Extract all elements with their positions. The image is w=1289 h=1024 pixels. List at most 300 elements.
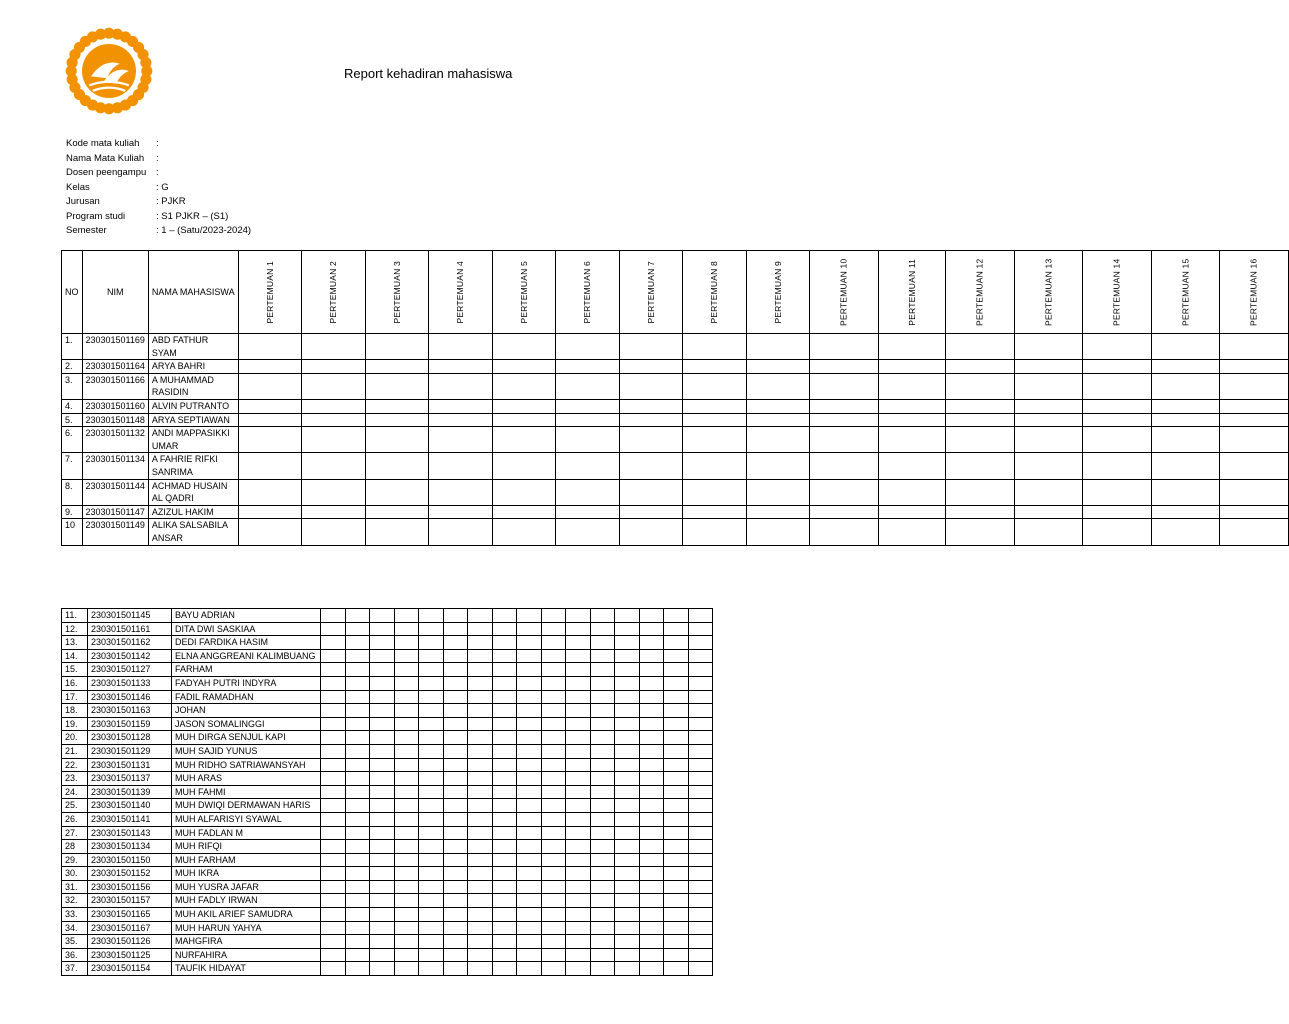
attendance-cell[interactable] — [683, 505, 747, 519]
attendance-cell[interactable] — [615, 799, 640, 813]
attendance-cell[interactable] — [443, 663, 468, 677]
attendance-cell[interactable] — [517, 921, 542, 935]
attendance-cell[interactable] — [1220, 360, 1288, 374]
attendance-cell[interactable] — [302, 360, 366, 374]
attendance-cell[interactable] — [664, 853, 689, 867]
attendance-cell[interactable] — [321, 867, 346, 881]
attendance-cell[interactable] — [615, 663, 640, 677]
attendance-cell[interactable] — [1014, 334, 1082, 360]
attendance-cell[interactable] — [688, 948, 713, 962]
attendance-cell[interactable] — [419, 636, 444, 650]
attendance-cell[interactable] — [429, 399, 493, 413]
attendance-cell[interactable] — [492, 663, 517, 677]
attendance-cell[interactable] — [419, 609, 444, 623]
attendance-cell[interactable] — [556, 334, 620, 360]
attendance-cell[interactable] — [810, 505, 878, 519]
attendance-cell[interactable] — [492, 948, 517, 962]
attendance-cell[interactable] — [688, 785, 713, 799]
attendance-cell[interactable] — [688, 867, 713, 881]
attendance-cell[interactable] — [394, 867, 419, 881]
attendance-cell[interactable] — [746, 373, 810, 399]
attendance-cell[interactable] — [746, 505, 810, 519]
attendance-cell[interactable] — [664, 663, 689, 677]
attendance-cell[interactable] — [365, 479, 429, 505]
attendance-cell[interactable] — [443, 758, 468, 772]
attendance-cell[interactable] — [541, 840, 566, 854]
attendance-cell[interactable] — [683, 453, 747, 479]
attendance-cell[interactable] — [683, 360, 747, 374]
attendance-cell[interactable] — [590, 935, 615, 949]
attendance-cell[interactable] — [443, 609, 468, 623]
attendance-cell[interactable] — [419, 853, 444, 867]
attendance-cell[interactable] — [664, 758, 689, 772]
attendance-cell[interactable] — [468, 935, 493, 949]
attendance-cell[interactable] — [492, 812, 517, 826]
attendance-cell[interactable] — [429, 427, 493, 453]
attendance-cell[interactable] — [443, 921, 468, 935]
attendance-cell[interactable] — [394, 649, 419, 663]
attendance-cell[interactable] — [683, 399, 747, 413]
attendance-cell[interactable] — [619, 334, 683, 360]
attendance-cell[interactable] — [394, 690, 419, 704]
attendance-cell[interactable] — [556, 505, 620, 519]
attendance-cell[interactable] — [394, 935, 419, 949]
attendance-cell[interactable] — [419, 867, 444, 881]
attendance-cell[interactable] — [429, 519, 493, 545]
attendance-cell[interactable] — [878, 399, 946, 413]
attendance-cell[interactable] — [238, 373, 302, 399]
attendance-cell[interactable] — [345, 704, 370, 718]
attendance-cell[interactable] — [541, 812, 566, 826]
attendance-cell[interactable] — [394, 704, 419, 718]
attendance-cell[interactable] — [590, 867, 615, 881]
attendance-cell[interactable] — [365, 334, 429, 360]
attendance-cell[interactable] — [238, 453, 302, 479]
attendance-cell[interactable] — [664, 948, 689, 962]
attendance-cell[interactable] — [419, 799, 444, 813]
attendance-cell[interactable] — [615, 826, 640, 840]
attendance-cell[interactable] — [566, 785, 591, 799]
attendance-cell[interactable] — [683, 519, 747, 545]
attendance-cell[interactable] — [566, 812, 591, 826]
attendance-cell[interactable] — [541, 948, 566, 962]
attendance-cell[interactable] — [1220, 453, 1288, 479]
attendance-cell[interactable] — [664, 649, 689, 663]
attendance-cell[interactable] — [746, 399, 810, 413]
attendance-cell[interactable] — [468, 609, 493, 623]
attendance-cell[interactable] — [321, 935, 346, 949]
attendance-cell[interactable] — [541, 649, 566, 663]
attendance-cell[interactable] — [688, 772, 713, 786]
attendance-cell[interactable] — [443, 812, 468, 826]
attendance-cell[interactable] — [443, 935, 468, 949]
attendance-cell[interactable] — [639, 894, 664, 908]
attendance-cell[interactable] — [419, 935, 444, 949]
attendance-cell[interactable] — [321, 785, 346, 799]
attendance-cell[interactable] — [688, 690, 713, 704]
attendance-cell[interactable] — [566, 826, 591, 840]
attendance-cell[interactable] — [345, 772, 370, 786]
attendance-cell[interactable] — [566, 744, 591, 758]
attendance-cell[interactable] — [590, 717, 615, 731]
attendance-cell[interactable] — [566, 921, 591, 935]
attendance-cell[interactable] — [541, 744, 566, 758]
attendance-cell[interactable] — [517, 812, 542, 826]
attendance-cell[interactable] — [1083, 519, 1151, 545]
attendance-cell[interactable] — [365, 373, 429, 399]
attendance-cell[interactable] — [1014, 373, 1082, 399]
attendance-cell[interactable] — [321, 826, 346, 840]
attendance-cell[interactable] — [492, 649, 517, 663]
attendance-cell[interactable] — [590, 880, 615, 894]
attendance-cell[interactable] — [394, 622, 419, 636]
attendance-cell[interactable] — [370, 799, 395, 813]
attendance-cell[interactable] — [419, 690, 444, 704]
attendance-cell[interactable] — [321, 663, 346, 677]
attendance-cell[interactable] — [468, 962, 493, 976]
attendance-cell[interactable] — [615, 894, 640, 908]
attendance-cell[interactable] — [810, 360, 878, 374]
attendance-cell[interactable] — [321, 649, 346, 663]
attendance-cell[interactable] — [541, 622, 566, 636]
attendance-cell[interactable] — [664, 744, 689, 758]
attendance-cell[interactable] — [541, 921, 566, 935]
attendance-cell[interactable] — [639, 717, 664, 731]
attendance-cell[interactable] — [566, 799, 591, 813]
attendance-cell[interactable] — [370, 690, 395, 704]
attendance-cell[interactable] — [590, 785, 615, 799]
attendance-cell[interactable] — [370, 731, 395, 745]
attendance-cell[interactable] — [345, 935, 370, 949]
attendance-cell[interactable] — [394, 744, 419, 758]
attendance-cell[interactable] — [688, 921, 713, 935]
attendance-cell[interactable] — [590, 840, 615, 854]
attendance-cell[interactable] — [1083, 505, 1151, 519]
attendance-cell[interactable] — [492, 427, 556, 453]
attendance-cell[interactable] — [345, 840, 370, 854]
attendance-cell[interactable] — [541, 758, 566, 772]
attendance-cell[interactable] — [370, 622, 395, 636]
attendance-cell[interactable] — [639, 880, 664, 894]
attendance-cell[interactable] — [688, 812, 713, 826]
attendance-cell[interactable] — [810, 373, 878, 399]
attendance-cell[interactable] — [492, 704, 517, 718]
attendance-cell[interactable] — [541, 799, 566, 813]
attendance-cell[interactable] — [419, 663, 444, 677]
attendance-cell[interactable] — [590, 799, 615, 813]
attendance-cell[interactable] — [370, 744, 395, 758]
attendance-cell[interactable] — [590, 962, 615, 976]
attendance-cell[interactable] — [321, 704, 346, 718]
attendance-cell[interactable] — [1083, 413, 1151, 427]
attendance-cell[interactable] — [878, 505, 946, 519]
attendance-cell[interactable] — [566, 731, 591, 745]
attendance-cell[interactable] — [394, 962, 419, 976]
attendance-cell[interactable] — [639, 772, 664, 786]
attendance-cell[interactable] — [429, 373, 493, 399]
attendance-cell[interactable] — [517, 731, 542, 745]
attendance-cell[interactable] — [664, 894, 689, 908]
attendance-cell[interactable] — [878, 453, 946, 479]
attendance-cell[interactable] — [517, 935, 542, 949]
attendance-cell[interactable] — [619, 427, 683, 453]
attendance-cell[interactable] — [419, 921, 444, 935]
attendance-cell[interactable] — [1014, 519, 1082, 545]
attendance-cell[interactable] — [615, 758, 640, 772]
attendance-cell[interactable] — [639, 853, 664, 867]
attendance-cell[interactable] — [1151, 360, 1219, 374]
attendance-cell[interactable] — [492, 676, 517, 690]
attendance-cell[interactable] — [492, 399, 556, 413]
attendance-cell[interactable] — [517, 880, 542, 894]
attendance-cell[interactable] — [443, 880, 468, 894]
attendance-cell[interactable] — [517, 744, 542, 758]
attendance-cell[interactable] — [468, 880, 493, 894]
attendance-cell[interactable] — [746, 334, 810, 360]
attendance-cell[interactable] — [566, 663, 591, 677]
attendance-cell[interactable] — [517, 840, 542, 854]
attendance-cell[interactable] — [443, 894, 468, 908]
attendance-cell[interactable] — [639, 636, 664, 650]
attendance-cell[interactable] — [419, 962, 444, 976]
attendance-cell[interactable] — [370, 867, 395, 881]
attendance-cell[interactable] — [683, 427, 747, 453]
attendance-cell[interactable] — [419, 704, 444, 718]
attendance-cell[interactable] — [468, 826, 493, 840]
attendance-cell[interactable] — [419, 812, 444, 826]
attendance-cell[interactable] — [492, 894, 517, 908]
attendance-cell[interactable] — [468, 744, 493, 758]
attendance-cell[interactable] — [302, 519, 366, 545]
attendance-cell[interactable] — [541, 935, 566, 949]
attendance-cell[interactable] — [1151, 479, 1219, 505]
attendance-cell[interactable] — [566, 772, 591, 786]
attendance-cell[interactable] — [302, 427, 366, 453]
attendance-cell[interactable] — [370, 636, 395, 650]
attendance-cell[interactable] — [1151, 373, 1219, 399]
attendance-cell[interactable] — [878, 413, 946, 427]
attendance-cell[interactable] — [345, 663, 370, 677]
attendance-cell[interactable] — [492, 479, 556, 505]
attendance-cell[interactable] — [619, 519, 683, 545]
attendance-cell[interactable] — [946, 519, 1014, 545]
attendance-cell[interactable] — [946, 427, 1014, 453]
attendance-cell[interactable] — [615, 962, 640, 976]
attendance-cell[interactable] — [492, 908, 517, 922]
attendance-cell[interactable] — [615, 676, 640, 690]
attendance-cell[interactable] — [556, 413, 620, 427]
attendance-cell[interactable] — [492, 785, 517, 799]
attendance-cell[interactable] — [1220, 334, 1288, 360]
attendance-cell[interactable] — [443, 731, 468, 745]
attendance-cell[interactable] — [664, 676, 689, 690]
attendance-cell[interactable] — [688, 731, 713, 745]
attendance-cell[interactable] — [639, 840, 664, 854]
attendance-cell[interactable] — [1014, 453, 1082, 479]
attendance-cell[interactable] — [370, 826, 395, 840]
attendance-cell[interactable] — [238, 479, 302, 505]
attendance-cell[interactable] — [321, 921, 346, 935]
attendance-cell[interactable] — [492, 962, 517, 976]
attendance-cell[interactable] — [566, 622, 591, 636]
attendance-cell[interactable] — [619, 505, 683, 519]
attendance-cell[interactable] — [556, 373, 620, 399]
attendance-cell[interactable] — [517, 962, 542, 976]
attendance-cell[interactable] — [590, 826, 615, 840]
attendance-cell[interactable] — [590, 622, 615, 636]
attendance-cell[interactable] — [345, 908, 370, 922]
attendance-cell[interactable] — [302, 373, 366, 399]
attendance-cell[interactable] — [556, 479, 620, 505]
attendance-cell[interactable] — [443, 948, 468, 962]
attendance-cell[interactable] — [517, 826, 542, 840]
attendance-cell[interactable] — [1083, 360, 1151, 374]
attendance-cell[interactable] — [429, 334, 493, 360]
attendance-cell[interactable] — [1151, 334, 1219, 360]
attendance-cell[interactable] — [419, 894, 444, 908]
attendance-cell[interactable] — [468, 812, 493, 826]
attendance-cell[interactable] — [321, 758, 346, 772]
attendance-cell[interactable] — [302, 399, 366, 413]
attendance-cell[interactable] — [468, 663, 493, 677]
attendance-cell[interactable] — [615, 785, 640, 799]
attendance-cell[interactable] — [664, 826, 689, 840]
attendance-cell[interactable] — [615, 908, 640, 922]
attendance-cell[interactable] — [590, 609, 615, 623]
attendance-cell[interactable] — [517, 853, 542, 867]
attendance-cell[interactable] — [566, 717, 591, 731]
attendance-cell[interactable] — [1151, 413, 1219, 427]
attendance-cell[interactable] — [688, 717, 713, 731]
attendance-cell[interactable] — [946, 360, 1014, 374]
attendance-cell[interactable] — [419, 772, 444, 786]
attendance-cell[interactable] — [468, 799, 493, 813]
attendance-cell[interactable] — [492, 519, 556, 545]
attendance-cell[interactable] — [345, 622, 370, 636]
attendance-cell[interactable] — [468, 758, 493, 772]
attendance-cell[interactable] — [946, 413, 1014, 427]
attendance-cell[interactable] — [492, 799, 517, 813]
attendance-cell[interactable] — [615, 812, 640, 826]
attendance-cell[interactable] — [419, 676, 444, 690]
attendance-cell[interactable] — [468, 676, 493, 690]
attendance-cell[interactable] — [566, 840, 591, 854]
attendance-cell[interactable] — [443, 785, 468, 799]
attendance-cell[interactable] — [370, 880, 395, 894]
attendance-cell[interactable] — [429, 360, 493, 374]
attendance-cell[interactable] — [590, 649, 615, 663]
attendance-cell[interactable] — [370, 894, 395, 908]
attendance-cell[interactable] — [321, 880, 346, 894]
attendance-cell[interactable] — [492, 840, 517, 854]
attendance-cell[interactable] — [664, 785, 689, 799]
attendance-cell[interactable] — [345, 649, 370, 663]
attendance-cell[interactable] — [345, 717, 370, 731]
attendance-cell[interactable] — [556, 360, 620, 374]
attendance-cell[interactable] — [946, 334, 1014, 360]
attendance-cell[interactable] — [664, 880, 689, 894]
attendance-cell[interactable] — [419, 717, 444, 731]
attendance-cell[interactable] — [810, 413, 878, 427]
attendance-cell[interactable] — [492, 636, 517, 650]
attendance-cell[interactable] — [541, 690, 566, 704]
attendance-cell[interactable] — [566, 758, 591, 772]
attendance-cell[interactable] — [590, 894, 615, 908]
attendance-cell[interactable] — [566, 867, 591, 881]
attendance-cell[interactable] — [238, 399, 302, 413]
attendance-cell[interactable] — [365, 453, 429, 479]
attendance-cell[interactable] — [345, 636, 370, 650]
attendance-cell[interactable] — [370, 785, 395, 799]
attendance-cell[interactable] — [541, 908, 566, 922]
attendance-cell[interactable] — [345, 799, 370, 813]
attendance-cell[interactable] — [1151, 505, 1219, 519]
attendance-cell[interactable] — [345, 948, 370, 962]
attendance-cell[interactable] — [468, 731, 493, 745]
attendance-cell[interactable] — [639, 676, 664, 690]
attendance-cell[interactable] — [946, 479, 1014, 505]
attendance-cell[interactable] — [688, 853, 713, 867]
attendance-cell[interactable] — [468, 649, 493, 663]
attendance-cell[interactable] — [443, 649, 468, 663]
attendance-cell[interactable] — [1083, 479, 1151, 505]
attendance-cell[interactable] — [443, 840, 468, 854]
attendance-cell[interactable] — [1151, 427, 1219, 453]
attendance-cell[interactable] — [664, 690, 689, 704]
attendance-cell[interactable] — [566, 704, 591, 718]
attendance-cell[interactable] — [619, 360, 683, 374]
attendance-cell[interactable] — [429, 479, 493, 505]
attendance-cell[interactable] — [746, 519, 810, 545]
attendance-cell[interactable] — [615, 690, 640, 704]
attendance-cell[interactable] — [746, 413, 810, 427]
attendance-cell[interactable] — [321, 840, 346, 854]
attendance-cell[interactable] — [443, 636, 468, 650]
attendance-cell[interactable] — [619, 413, 683, 427]
attendance-cell[interactable] — [443, 704, 468, 718]
attendance-cell[interactable] — [1014, 360, 1082, 374]
attendance-cell[interactable] — [443, 690, 468, 704]
attendance-cell[interactable] — [321, 609, 346, 623]
attendance-cell[interactable] — [1220, 399, 1288, 413]
attendance-cell[interactable] — [1014, 505, 1082, 519]
attendance-cell[interactable] — [541, 880, 566, 894]
attendance-cell[interactable] — [517, 717, 542, 731]
attendance-cell[interactable] — [878, 479, 946, 505]
attendance-cell[interactable] — [321, 962, 346, 976]
attendance-cell[interactable] — [688, 908, 713, 922]
attendance-cell[interactable] — [639, 921, 664, 935]
attendance-cell[interactable] — [345, 609, 370, 623]
attendance-cell[interactable] — [468, 840, 493, 854]
attendance-cell[interactable] — [443, 622, 468, 636]
attendance-cell[interactable] — [345, 894, 370, 908]
attendance-cell[interactable] — [688, 636, 713, 650]
attendance-cell[interactable] — [370, 772, 395, 786]
attendance-cell[interactable] — [443, 853, 468, 867]
attendance-cell[interactable] — [321, 799, 346, 813]
attendance-cell[interactable] — [492, 772, 517, 786]
attendance-cell[interactable] — [615, 649, 640, 663]
attendance-cell[interactable] — [683, 413, 747, 427]
attendance-cell[interactable] — [419, 731, 444, 745]
attendance-cell[interactable] — [492, 867, 517, 881]
attendance-cell[interactable] — [541, 609, 566, 623]
attendance-cell[interactable] — [878, 360, 946, 374]
attendance-cell[interactable] — [615, 717, 640, 731]
attendance-cell[interactable] — [1014, 479, 1082, 505]
attendance-cell[interactable] — [370, 935, 395, 949]
